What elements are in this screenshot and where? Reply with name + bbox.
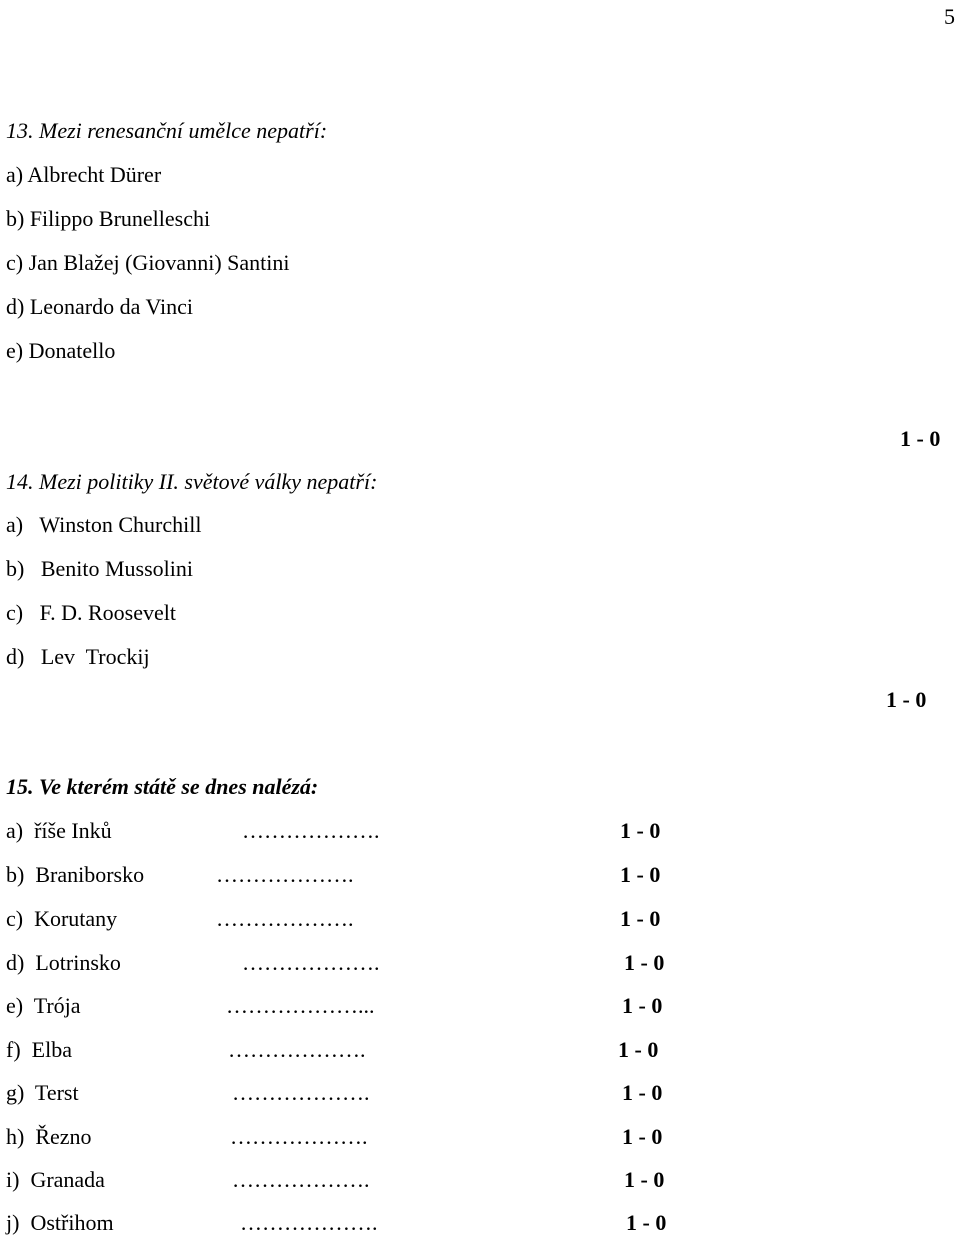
row-label: f) Elba xyxy=(6,1037,72,1062)
row-score: 1 - 0 xyxy=(626,1210,667,1235)
row-score: 1 - 0 xyxy=(622,993,663,1018)
row-score: 1 - 0 xyxy=(622,1124,663,1149)
answer-blank: ………………. xyxy=(232,1167,370,1192)
row-label: h) Řezno xyxy=(6,1124,92,1149)
row-score: 1 - 0 xyxy=(624,950,665,975)
row-label: e) Trója xyxy=(6,993,81,1018)
answer-blank: ………………. xyxy=(228,1037,366,1062)
answer-blank: ………………. xyxy=(216,862,354,887)
question-13-option-d: d) Leonardo da Vinci xyxy=(6,294,194,319)
answer-blank: ………………. xyxy=(242,818,380,843)
question-13-option-a: a) Albrecht Dürer xyxy=(6,162,162,187)
question-14-title: 14. Mezi politiky II. světové války nepatří: xyxy=(6,469,378,494)
answer-blank: ………………. xyxy=(240,1210,378,1235)
question-14-option-c: c) F. D. Roosevelt xyxy=(6,600,176,625)
question-13-option-e: e) Donatello xyxy=(6,338,116,363)
row-score: 1 - 0 xyxy=(618,1037,659,1062)
answer-blank: ………………. xyxy=(216,906,354,931)
question-14-option-a: a) Winston Churchill xyxy=(6,512,202,537)
row-label: c) Korutany xyxy=(6,906,118,931)
question-13-title: 13. Mezi renesanční umělce nepatří: xyxy=(6,118,328,143)
row-score: 1 - 0 xyxy=(620,862,661,887)
row-score: 1 - 0 xyxy=(620,818,661,843)
question-14-option-b: b) Benito Mussolini xyxy=(6,556,194,581)
question-15-title: 15. Ve kterém státě se dnes nalézá: xyxy=(6,774,319,799)
row-label: i) Granada xyxy=(6,1167,105,1192)
question-13-option-c: c) Jan Blažej (Giovanni) Santini xyxy=(6,250,290,275)
answer-blank: ………………. xyxy=(230,1124,368,1149)
question-14-option-d: d) Lev Trockij xyxy=(6,644,150,669)
page-number: 5 xyxy=(944,4,955,29)
row-score: 1 - 0 xyxy=(622,1080,663,1105)
row-label: b) Braniborsko xyxy=(6,862,145,887)
row-score: 1 - 0 xyxy=(620,906,661,931)
row-label: j) Ostřihom xyxy=(6,1210,114,1235)
row-label: a) říše Inků xyxy=(6,818,112,843)
question-13-option-b: b) Filippo Brunelleschi xyxy=(6,206,211,231)
row-label: g) Terst xyxy=(6,1080,79,1105)
question-14-score: 1 - 0 xyxy=(886,687,927,712)
answer-blank: ………………. xyxy=(232,1080,370,1105)
question-13-score: 1 - 0 xyxy=(900,426,941,451)
row-score: 1 - 0 xyxy=(624,1167,665,1192)
row-label: d) Lotrinsko xyxy=(6,950,121,975)
answer-blank: ………………... xyxy=(226,993,375,1018)
answer-blank: ………………. xyxy=(242,950,380,975)
